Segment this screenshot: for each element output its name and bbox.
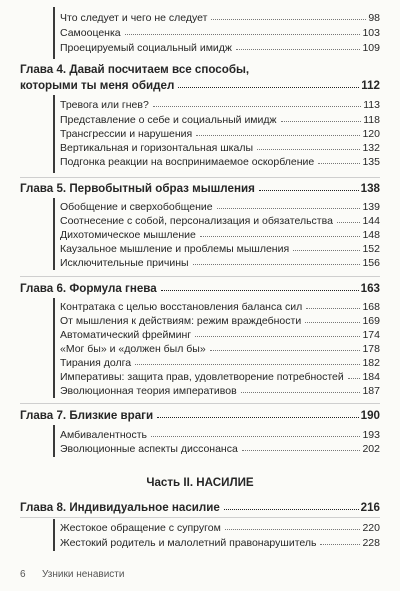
page-footer — [20, 569, 124, 580]
toc-entry-page: 202 — [362, 443, 380, 455]
section-bar — [53, 519, 55, 551]
toc-entry-title: Что следует и чего не следует — [60, 12, 208, 24]
toc-entry — [60, 142, 380, 154]
section-bar — [53, 298, 55, 398]
toc-entry-title: Тирания долга — [60, 357, 132, 369]
toc-entry-title: Представление о себе и социальный имидж — [60, 114, 277, 126]
toc-entry-title: Контратака с целью восстановления баланса сил — [60, 301, 303, 313]
toc-entry — [60, 357, 380, 369]
section-bar — [53, 198, 55, 270]
toc-entry-page: 98 — [368, 12, 380, 24]
toc-entry-title: Трансгрессии и нарушения — [60, 128, 193, 140]
toc-entry — [60, 128, 380, 140]
toc-entry-title: Подгонка реакции на воспринимаемое оскорбление — [60, 156, 315, 168]
toc-entry-page: 132 — [362, 142, 380, 154]
toc-entry-page: 187 — [362, 385, 380, 397]
chapter-heading — [20, 409, 380, 422]
toc-entry-page: 103 — [362, 27, 380, 39]
chapter-title: которыми ты меня обидел — [20, 79, 175, 92]
toc-entry — [60, 12, 380, 24]
toc-entry — [60, 215, 380, 227]
chapter-title: Глава 5. Первобытный образ мышления — [20, 182, 255, 195]
toc-entry — [60, 27, 380, 39]
chapter-page: 163 — [360, 282, 380, 295]
section-bar — [53, 425, 55, 457]
toc-entry-page: 184 — [362, 371, 380, 383]
toc-entry — [60, 315, 380, 327]
divider — [20, 276, 380, 277]
chapter-heading — [20, 501, 380, 514]
toc-entry-title: Амбивалентность — [60, 429, 148, 441]
toc-entry-title: Каузальное мышление и проблемы мышления — [60, 243, 290, 255]
toc-entry-title: Жестокое обращение с супругом — [60, 522, 221, 534]
toc-entry-title: Жестокий родитель и малолетний правонарушитель — [60, 537, 317, 549]
toc-entry-title: Исключительные причины — [60, 257, 189, 269]
chapter-page: 190 — [360, 409, 380, 422]
toc-entry-title: Тревога или гнев? — [60, 99, 149, 111]
toc-entry — [60, 257, 380, 269]
toc-entry-title: Проецируемый социальный имидж — [60, 42, 232, 54]
toc-entry-title: Вертикальная и горизонтальная шкалы — [60, 142, 254, 154]
toc-entry-title: Самооценка — [60, 27, 121, 39]
toc-entry-page: 220 — [362, 522, 380, 534]
toc-entry-page: 113 — [363, 99, 380, 111]
toc-entry-page: 120 — [362, 128, 380, 140]
toc-entry — [60, 371, 380, 383]
toc-entry — [60, 429, 380, 441]
toc-entry-title: Дихотомическое мышление — [60, 229, 196, 241]
toc-entry — [60, 201, 380, 213]
toc-entry-page: 144 — [362, 215, 380, 227]
running-title: Узники ненависти — [42, 569, 125, 580]
chapter-page: 138 — [360, 182, 380, 195]
page-number: 6 — [20, 569, 26, 580]
toc-entry — [60, 537, 380, 549]
toc-entry-title: Автоматический фрейминг — [60, 329, 192, 341]
toc-entry-page: 182 — [362, 357, 380, 369]
toc-entry-page: 193 — [362, 429, 380, 441]
toc-entry-title: «Мог бы» и «должен был бы» — [60, 343, 206, 355]
part-title: Часть II. НАСИЛИЕ — [146, 476, 254, 489]
toc-entry-title: Императивы: защита прав, удовлетворение потребностей — [60, 371, 344, 383]
divider — [20, 177, 380, 178]
chapter-title: Глава 7. Близкие враги — [20, 409, 154, 422]
toc-entry-title: Соотнесение с собой, персонализация и обязательства — [60, 215, 333, 227]
chapter-title: Глава 6. Формула гнева — [20, 282, 157, 295]
chapter-title: Глава 4. Давай посчитаем все способы, — [20, 63, 250, 76]
toc-entry-page: 168 — [362, 301, 380, 313]
toc-entry-page: 148 — [362, 229, 380, 241]
toc-entry — [60, 42, 380, 54]
toc-entry-page: 228 — [362, 537, 380, 549]
section-bar — [53, 7, 55, 59]
toc-entry-page: 118 — [363, 114, 380, 126]
chapter-page: 216 — [360, 501, 380, 514]
toc-entry-page: 169 — [362, 315, 380, 327]
toc-entry — [60, 229, 380, 241]
chapter-heading — [20, 182, 380, 195]
chapter-title: Глава 8. Индивидуальное насилие — [20, 501, 220, 514]
divider — [20, 517, 380, 518]
toc-entry — [60, 329, 380, 341]
toc-entry-page: 178 — [362, 343, 380, 355]
toc-entry — [60, 443, 380, 455]
toc-entry-page: 156 — [362, 257, 380, 269]
divider — [20, 403, 380, 404]
toc-entry-title: Обобщение и сверхобобщение — [60, 201, 213, 213]
toc-entry-title: Эволюционные аспекты диссонанса — [60, 443, 238, 455]
toc-entry — [60, 156, 380, 168]
toc-entry — [60, 301, 380, 313]
toc-entry-page: 139 — [362, 201, 380, 213]
toc-entry-page: 135 — [362, 156, 380, 168]
toc-entry-title: От мышления к действиям: режим враждебности — [60, 315, 302, 327]
toc-entry — [60, 343, 380, 355]
toc-entry — [60, 243, 380, 255]
toc-entry-page: 109 — [362, 42, 380, 54]
chapter-heading — [20, 282, 380, 295]
toc-entry — [60, 114, 380, 126]
toc-entry-page: 174 — [362, 329, 380, 341]
section-bar — [53, 95, 55, 173]
toc-entry-title: Эволюционная теория императивов — [60, 385, 237, 397]
toc-entry-page: 152 — [362, 243, 380, 255]
chapter-page: 112 — [361, 79, 380, 92]
toc-entry — [60, 99, 380, 111]
toc-entry — [60, 522, 380, 534]
chapter-heading — [20, 79, 380, 92]
toc-entry — [60, 385, 380, 397]
